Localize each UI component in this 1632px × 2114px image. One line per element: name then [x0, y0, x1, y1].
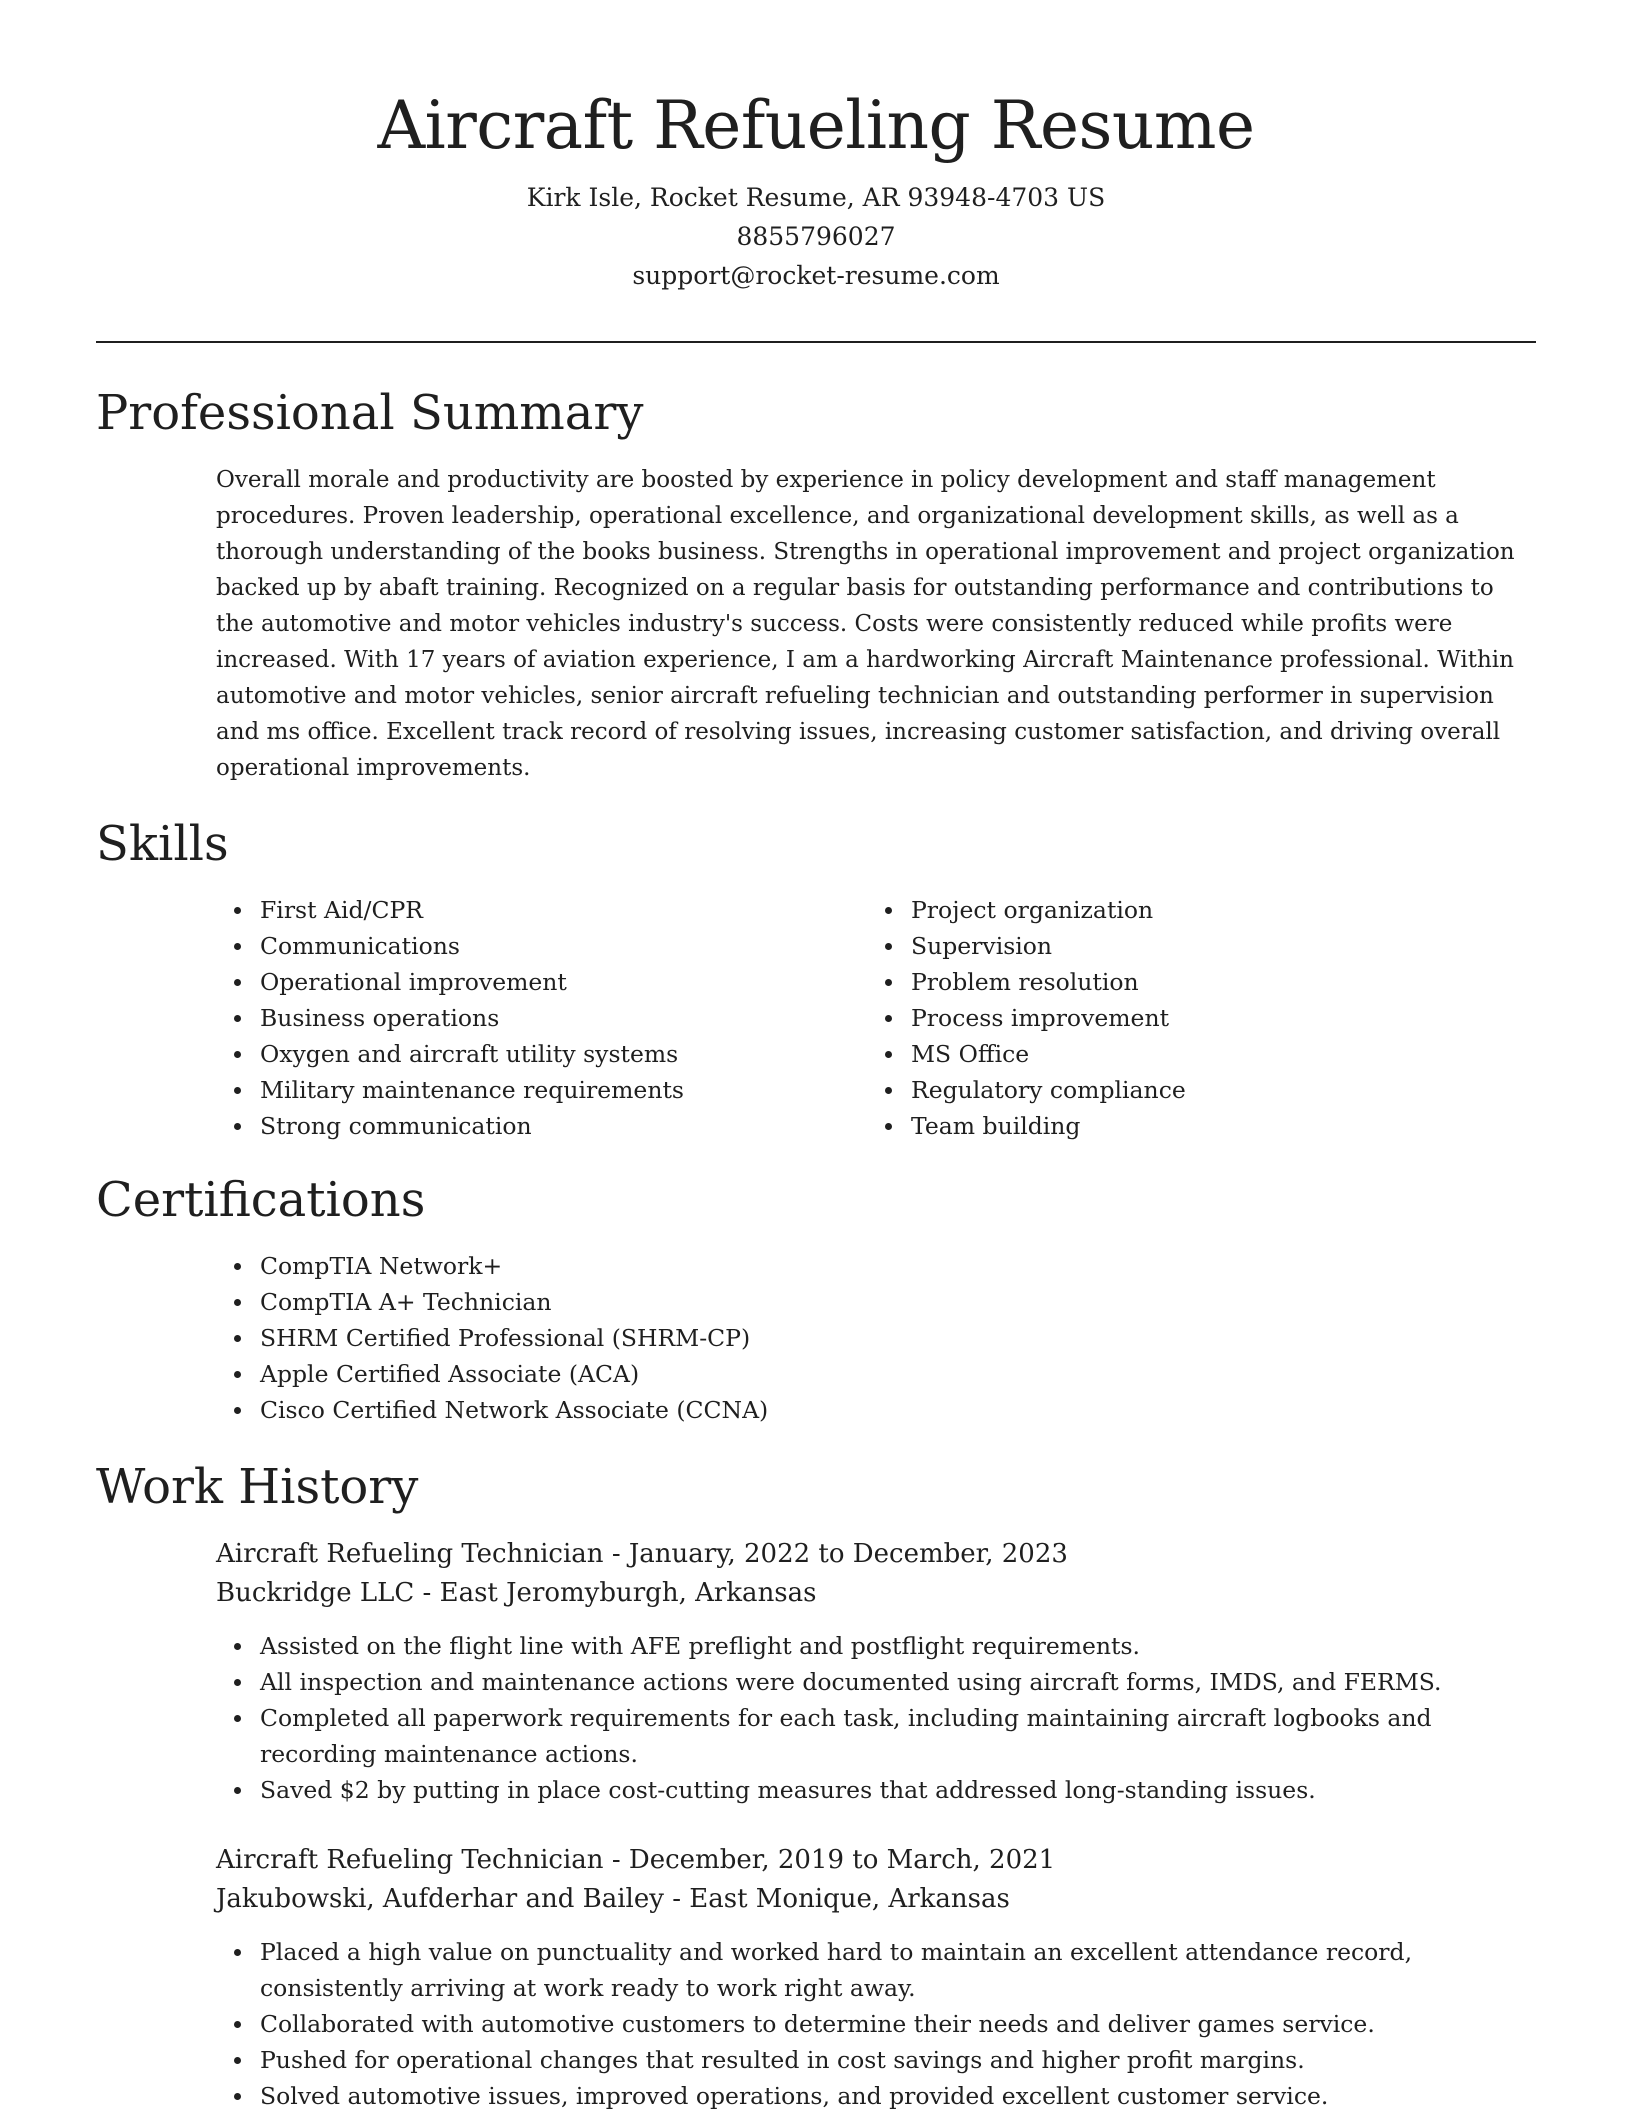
list-item: Completed all paperwork requirements for each task, including maintaining aircraft logbooks and recording maintenance actions. [216, 1700, 1476, 1772]
list-item: Project organization [867, 892, 1467, 928]
work-history-heading: Work History [96, 1459, 419, 1515]
certifications-list [216, 1248, 1416, 1428]
list-item: Solved automotive issues, improved operations, and provided excellent customer service. [216, 2078, 1476, 2114]
list-item: SHRM Certified Professional (SHRM-CP) [216, 1320, 1416, 1356]
job-2-location: - East Monique, Arkansas [663, 1884, 1010, 1914]
list-item: Supervision [867, 928, 1467, 964]
list-item: Communications [216, 928, 816, 964]
list-item: MS Office [867, 1036, 1467, 1072]
summary-heading: Professional Summary [96, 385, 644, 441]
contact-phone: 8855796027 [736, 222, 896, 251]
list-item: Military maintenance requirements [216, 1072, 816, 1108]
job-1-header [216, 1535, 1068, 1613]
job-1-dates: - January, 2022 to December, 2023 [603, 1539, 1068, 1569]
summary-text: Overall morale and productivity are boosted by experience in policy development and staff management procedures. Proven leadership, operational excellence, and organizational development skills, as well as a thorough understanding of the books business. Strengths in operational improvement and project organization backed up by abaft training. Recognized on a regular basis for outstanding performance and contributions to the automotive and motor vehicles industry's success. Costs were consistently reduced while profits were increased. With 17 years of aviation experience, I am a hardworking Aircraft Maintenance professional. Within automotive and motor vehicles, senior aircraft refueling technician and outstanding performer in supervision and ms office. Excellent track record of resolving issues, increasing customer satisfaction, and driving overall operational improvements. [216, 467, 1515, 781]
list-item: Pushed for operational changes that resulted in cost savings and higher profit margins. [216, 2042, 1476, 2078]
resume-header [0, 0, 1632, 295]
list-item: Placed a high value on punctuality and worked hard to maintain an excellent attendance record, consistently arriving at work ready to work right away. [216, 1934, 1476, 2006]
resume-title: Aircraft Refueling Resume [377, 87, 1255, 164]
job-1-company-line [216, 1574, 1068, 1613]
job-2-header [216, 1841, 1055, 1919]
job-1-bullets [216, 1628, 1476, 1808]
list-item: CompTIA A+ Technician [216, 1284, 1416, 1320]
list-item: First Aid/CPR [216, 892, 816, 928]
job-1-company: Buckridge LLC [216, 1578, 415, 1608]
contact-email: support@rocket-resume.com [632, 261, 1000, 290]
contact-address: Kirk Isle, Rocket Resume, AR 93948-4703 US [526, 183, 1106, 212]
job-1-location: - East Jeromyburgh, Arkansas [414, 1578, 817, 1608]
list-item: Collaborated with automotive customers to determine their needs and deliver games service. [216, 2006, 1476, 2042]
list-item: Regulatory compliance [867, 1072, 1467, 1108]
list-item: All inspection and maintenance actions were documented using aircraft forms, IMDS, and FERMS. [216, 1664, 1476, 1700]
list-item: Strong communication [216, 1108, 816, 1144]
job-1-role: Aircraft Refueling Technician [216, 1539, 604, 1569]
contact-block [0, 178, 1632, 295]
job-2-company: Jakubowski, Aufderhar and Bailey [216, 1884, 664, 1914]
list-item: Operational improvement [216, 964, 816, 1000]
job-2-dates: - December, 2019 to March, 2021 [603, 1845, 1056, 1875]
job-2-role: Aircraft Refueling Technician [216, 1845, 604, 1875]
list-item: CompTIA Network+ [216, 1248, 1416, 1284]
skills-heading: Skills [96, 816, 229, 872]
list-item: Business operations [216, 1000, 816, 1036]
skills-list-left [216, 892, 816, 1144]
job-1-title-line [216, 1535, 1068, 1574]
job-2-title-line [216, 1841, 1055, 1880]
certifications-heading: Certifications [96, 1172, 426, 1228]
list-item: Cisco Certified Network Associate (CCNA) [216, 1392, 1416, 1428]
list-item: Saved $2 by putting in place cost-cutting measures that addressed long-standing issues. [216, 1772, 1476, 1808]
list-item: Assisted on the flight line with AFE preflight and postflight requirements. [216, 1628, 1476, 1664]
list-item: Team building [867, 1108, 1467, 1144]
skills-list-right [867, 892, 1467, 1144]
list-item: Apple Certified Associate (ACA) [216, 1356, 1416, 1392]
list-item: Process improvement [867, 1000, 1467, 1036]
job-2-company-line [216, 1880, 1055, 1919]
list-item: Oxygen and aircraft utility systems [216, 1036, 816, 1072]
job-2-bullets [216, 1934, 1476, 2114]
header-divider [96, 341, 1536, 343]
list-item: Problem resolution [867, 964, 1467, 1000]
